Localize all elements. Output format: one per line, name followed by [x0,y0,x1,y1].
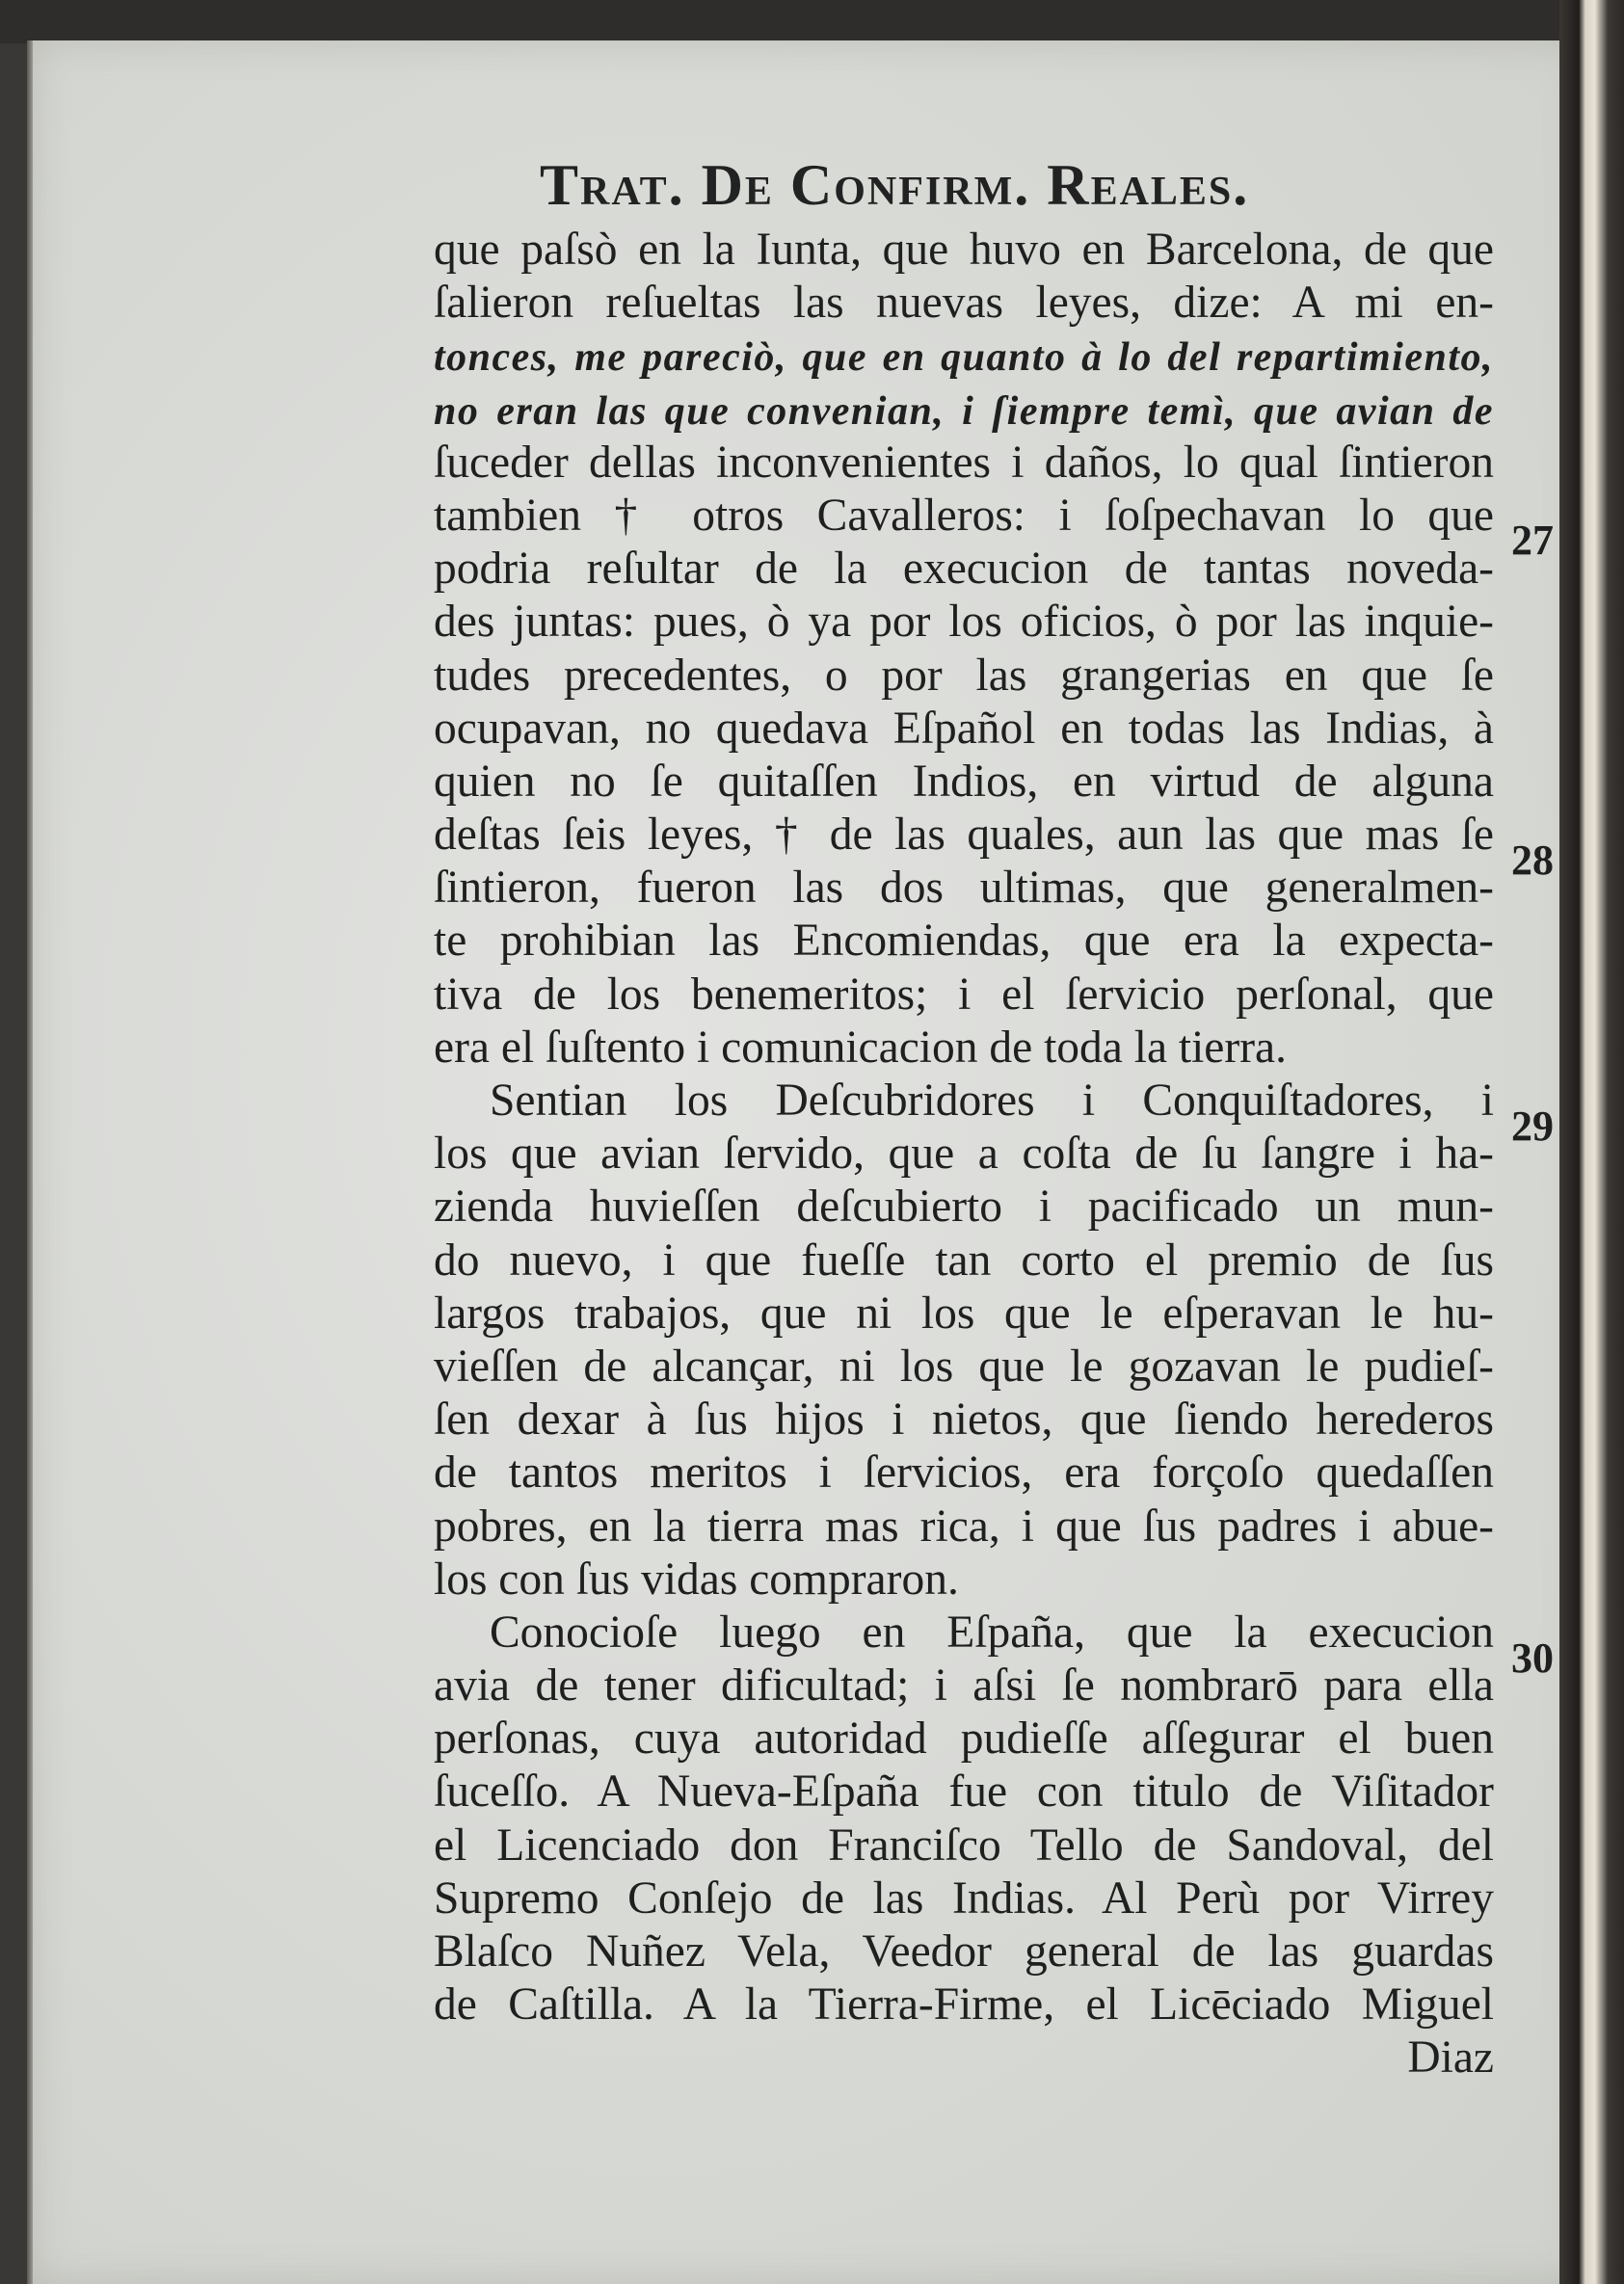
text-line: largos trabajos, que ni los que le eſperavan le hu- [434,1288,1494,1339]
text-line: los que avian ſervido, que a coſta de ſu ſangre i ha- [434,1129,1494,1180]
running-head-part: Reales. [1047,153,1250,217]
text-line: ſen dexar à ſus hijos i nietos, que ſiendo herederos [434,1394,1494,1446]
margin-paragraph-number: 29 [1511,1102,1554,1150]
text-line: te prohibian las Encomiendas, que era la expecta- [434,916,1494,967]
margin-paragraph-number: 28 [1511,837,1554,884]
text-line [434,330,1494,383]
text-line: perſonas, cuya autoridad pudieſſe aſſegurar el buen [434,1713,1494,1765]
text-line: podria reſultar de la execucion de tantas noveda- [434,544,1494,595]
running-head-part: Confirm. [789,153,1031,217]
text-line: ſintieron, fueron las dos ultimas, que generalmen- [434,863,1494,914]
body-text [434,224,1494,2085]
scan-background [0,0,1624,43]
text-line: pobres, en la tierra mas rica, i que ſus padres i abue- [434,1501,1494,1552]
text-line: el Licenciado don Franciſco Tello de Sandoval, del [434,1819,1494,1871]
text-line: de Caſtilla. A la Tierra-Firme, el Licēciado Miguel [434,1979,1494,2031]
text-line: ſuceſſo. A Nueva-Eſpaña fue con titulo de Viſitador [434,1766,1494,1818]
running-head [540,152,1407,219]
quoted-italic: no eran las que convenian, i ſiempre temì, que avian de [434,388,1494,434]
running-head-part: De [701,153,774,217]
text-line: quien no ſe quitaſſen Indios, en virtud de alguna [434,756,1494,807]
text-line: deſtas ſeis leyes, † de las quales, aun las que mas ſe [434,810,1494,861]
text-line: Sentian los Deſcubridores i Conquiſtadores, i [490,1076,1494,1126]
text-line: zienda huvieſſen deſcubierto i pacificado un mun- [434,1182,1494,1233]
text-line: de tantos meritos i ſervicios, era forçoſo quedaſſen [434,1447,1494,1499]
text-line: des juntas: pues, ò ya por los oficios, ò por las inquie- [434,597,1494,648]
running-head-part: Trat. [540,153,685,217]
text-line: que paſsò en la Iunta, que huvo en Barcelona, de que [434,225,1494,275]
catchword: Diaz [1407,2032,1494,2084]
text-line: tudes precedentes, o por las grangerias en que ſe [434,650,1494,701]
text-line: do nuevo, i que fueſſe tan corto el premio de ſus [434,1235,1494,1286]
margin-paragraph-number: 30 [1511,1634,1554,1682]
book-spine-shadow [1559,0,1624,2284]
quoted-italic: tonces, me pareciò, que en quanto à lo del repartimiento, [434,335,1494,381]
text-line: era el ſuſtento i comunicacion de toda la tierra. [434,1022,1287,1073]
text-line: ocupavan, no quedava Eſpañol en todas las Indias, à [434,703,1494,754]
text-line: ſalieron reſueltas las nuevas leyes, dize: A mi en- [434,278,1494,329]
text-line: ſuceder dellas inconvenientes i daños, lo qual ſintieron [434,437,1494,488]
text-line: Blaſco Nuñez Vela, Veedor general de las guardas [434,1926,1494,1977]
text-line: tambien † otros Cavalleros: i ſoſpechavan lo que [434,490,1494,541]
text-line: vieſſen de alcançar, ni los que le gozavan le pudieſ- [434,1341,1494,1392]
text-line [434,384,1494,437]
text-line: avia de tener dificultad; i aſsi ſe nombrarō para ella [434,1660,1494,1712]
text-line: tiva de los benemeritos; i el ſervicio perſonal, que [434,969,1494,1020]
margin-paragraph-number: 27 [1511,517,1554,564]
text-line: Supremo Conſejo de las Indias. Al Perù por Virrey [434,1872,1494,1924]
text-line: Conocioſe luego en Eſpaña, que la execucion [490,1607,1494,1658]
text-line: los con ſus vidas compraron. [434,1554,959,1605]
